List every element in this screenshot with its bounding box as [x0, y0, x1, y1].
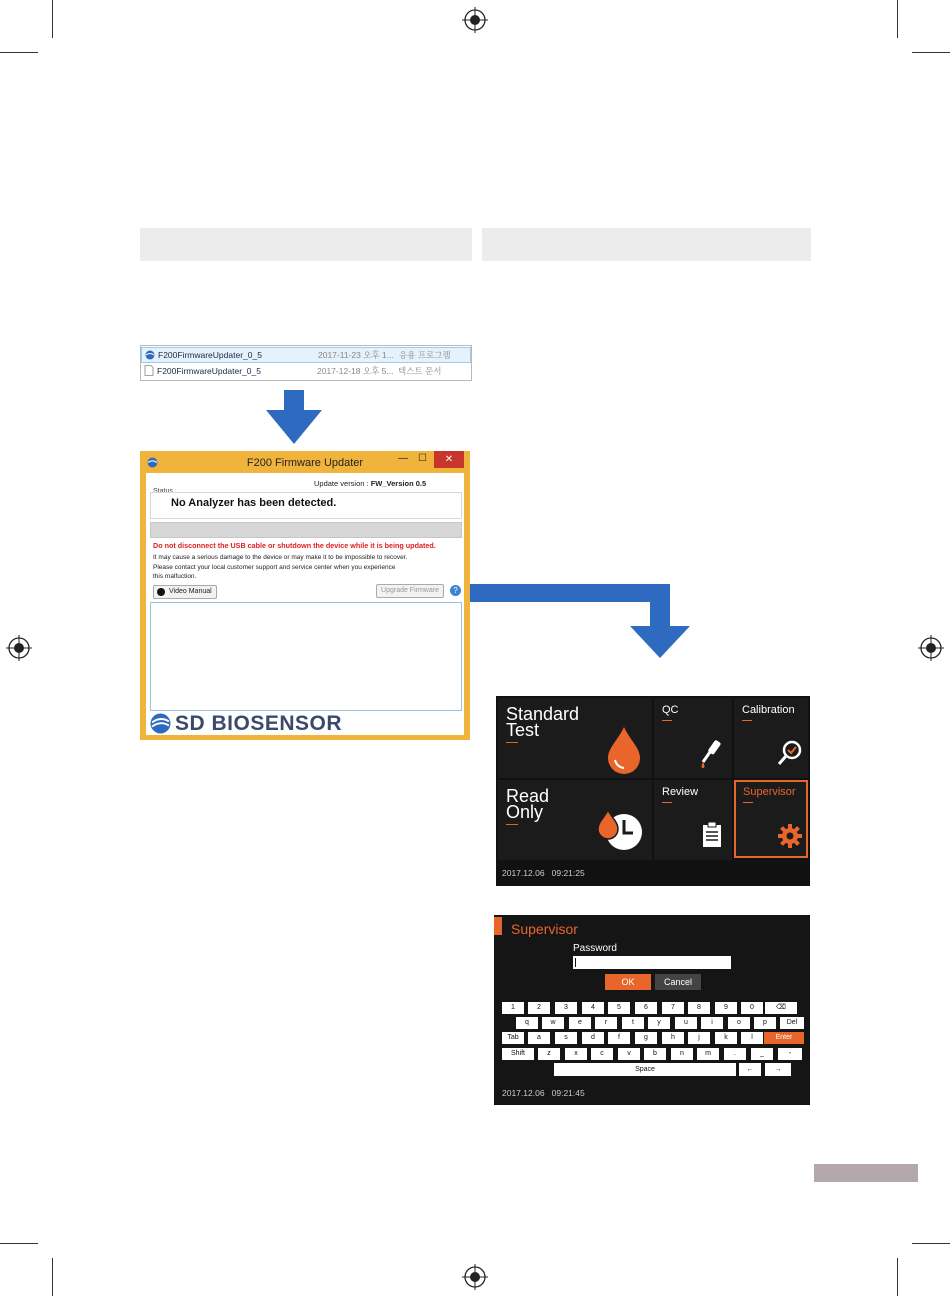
window-body	[146, 473, 464, 735]
key[interactable]: h	[662, 1032, 684, 1044]
password-label: Password	[573, 943, 617, 954]
key[interactable]: c	[591, 1048, 613, 1060]
file-name: F200FirmwareUpdater_0_5	[157, 366, 261, 376]
key[interactable]: w	[542, 1017, 564, 1029]
file-row[interactable]	[141, 363, 471, 379]
key[interactable]: f	[608, 1032, 630, 1044]
key[interactable]: 6	[635, 1002, 657, 1014]
key[interactable]: r	[595, 1017, 617, 1029]
key[interactable]: d	[582, 1032, 604, 1044]
password-input[interactable]	[573, 956, 731, 969]
key[interactable]: 1	[502, 1002, 524, 1014]
upgrade-firmware-button[interactable]: Upgrade Firmware	[376, 584, 444, 598]
crop-mark	[52, 0, 53, 38]
key[interactable]: Tab	[502, 1032, 524, 1044]
app-globe-icon	[145, 350, 155, 360]
registration-mark-icon	[6, 635, 32, 661]
section-header-left	[140, 228, 472, 261]
crop-mark	[0, 1243, 38, 1244]
log-area[interactable]	[150, 602, 462, 711]
key[interactable]: 8	[688, 1002, 710, 1014]
key[interactable]: v	[618, 1048, 640, 1060]
key[interactable]: k	[715, 1032, 737, 1044]
version-label: Update version :	[314, 479, 369, 488]
page-number-bar	[814, 1164, 918, 1182]
tile-title: Supervisor	[743, 786, 796, 798]
progress-bar	[150, 522, 462, 538]
tile-underline	[743, 802, 753, 803]
key[interactable]: o	[728, 1017, 750, 1029]
window-titlebar	[140, 451, 470, 472]
key[interactable]: e	[569, 1017, 591, 1029]
note-line: this malfuction.	[153, 573, 197, 580]
tile-underline	[506, 742, 518, 743]
tile-review[interactable]	[654, 780, 732, 860]
key[interactable]: _	[751, 1048, 773, 1060]
key[interactable]: Del	[780, 1017, 804, 1029]
tile-line: Only	[506, 802, 544, 822]
key[interactable]: 7	[662, 1002, 684, 1014]
key[interactable]: 9	[715, 1002, 737, 1014]
window-title: F200 Firmware Updater	[246, 457, 364, 469]
minimize-button[interactable]: —	[398, 453, 408, 464]
note-line: Please contact your local customer support and service center when you experience	[153, 563, 396, 571]
text-cursor	[575, 958, 576, 967]
close-button[interactable]: ✕	[434, 451, 464, 468]
key[interactable]: j	[688, 1032, 710, 1044]
magnifier-icon	[778, 740, 802, 766]
status-box	[150, 492, 462, 519]
key[interactable]: 5	[608, 1002, 630, 1014]
blood-drop-icon	[606, 726, 642, 774]
key[interactable]: 0	[741, 1002, 763, 1014]
tile-title: Calibration	[742, 704, 795, 716]
tile-line: Read	[506, 786, 550, 806]
clipboard-icon	[702, 822, 722, 848]
tile-supervisor[interactable]	[734, 780, 808, 858]
firmware-updater-window	[140, 451, 470, 740]
tile-title	[506, 706, 579, 738]
tile-standard-test[interactable]	[498, 698, 652, 778]
warning-text: Do not disconnect the USB cable or shutdown the device while it is being updated.	[153, 541, 436, 550]
help-icon[interactable]: ?	[450, 585, 461, 596]
crop-mark	[897, 1258, 898, 1296]
file-list	[140, 345, 472, 381]
registration-mark-icon	[918, 635, 944, 661]
file-date: 2017-12-18 오후 5...	[317, 366, 394, 376]
key[interactable]: p	[754, 1017, 776, 1029]
key-right-arrow[interactable]: →	[765, 1063, 791, 1076]
key[interactable]: Enter	[764, 1032, 804, 1044]
update-version	[314, 479, 426, 488]
title-accent	[494, 917, 502, 935]
brand-name: SD BIOSENSOR	[175, 712, 343, 735]
tile-line: Test	[506, 720, 540, 740]
screen-title: Supervisor	[511, 921, 578, 937]
registration-mark-icon	[462, 7, 488, 33]
key[interactable]: b	[644, 1048, 666, 1060]
key[interactable]: q	[516, 1017, 538, 1029]
down-arrow-icon	[266, 390, 322, 444]
crop-mark	[52, 1258, 53, 1296]
file-name: F200FirmwareUpdater_0_5	[158, 350, 262, 360]
ok-button[interactable]: OK	[605, 974, 651, 990]
dropper-icon	[700, 740, 724, 770]
status-label: Status	[153, 488, 173, 495]
tile-underline	[662, 720, 672, 721]
key[interactable]: n	[671, 1048, 693, 1060]
gear-icon	[778, 824, 802, 848]
file-row[interactable]	[141, 347, 471, 363]
crop-mark	[897, 0, 898, 38]
key-left-arrow[interactable]: ←	[739, 1063, 761, 1076]
key-space[interactable]: Space	[554, 1063, 736, 1076]
crop-mark	[0, 52, 38, 53]
key[interactable]: 3	[555, 1002, 577, 1014]
tile-title: Review	[662, 786, 699, 798]
key[interactable]: .	[724, 1048, 746, 1060]
key[interactable]: Shift	[502, 1048, 534, 1060]
key[interactable]: -	[778, 1048, 802, 1060]
right-down-arrow-icon	[470, 584, 692, 660]
brand-logo	[150, 712, 370, 734]
play-icon	[157, 588, 165, 596]
device-supervisor-screen	[494, 915, 810, 1105]
key[interactable]: s	[555, 1032, 577, 1044]
file-type: 텍스트 문서	[398, 366, 442, 376]
tile-qc[interactable]	[654, 698, 732, 778]
key[interactable]: m	[697, 1048, 719, 1060]
key[interactable]: g	[635, 1032, 657, 1044]
version-value: FW_Version 0.5	[370, 479, 427, 488]
key[interactable]: y	[648, 1017, 670, 1029]
note-line: It may cause a serious damage to the device or may make it to be impossible to recover.	[153, 554, 408, 561]
key[interactable]: 4	[582, 1002, 604, 1014]
note-text	[153, 553, 465, 582]
tile-underline	[662, 802, 672, 803]
text-doc-icon	[144, 365, 154, 376]
crop-mark	[912, 1243, 950, 1244]
key[interactable]: 2	[528, 1002, 550, 1014]
file-type: 응용 프로그램	[399, 350, 451, 360]
crop-mark	[912, 52, 950, 53]
sd-biosensor-logo-icon	[150, 713, 171, 734]
datetime-display: 2017.12.06 09:21:45	[502, 1088, 585, 1098]
file-date: 2017-11-23 오후 1...	[318, 350, 394, 360]
key[interactable]: a	[528, 1032, 550, 1044]
tile-title	[506, 788, 549, 820]
key[interactable]: ⌫	[765, 1002, 797, 1014]
key[interactable]: x	[565, 1048, 587, 1060]
tile-line: Standard	[506, 704, 580, 724]
tile-underline	[742, 720, 752, 721]
tile-underline	[506, 824, 518, 825]
tile-calibration[interactable]	[734, 698, 808, 778]
key[interactable]: l	[741, 1032, 763, 1044]
registration-mark-icon	[462, 1264, 488, 1290]
datetime-display: 2017.12.06 09:21:25	[502, 868, 585, 878]
key[interactable]: u	[675, 1017, 697, 1029]
cancel-button[interactable]: Cancel	[655, 974, 701, 990]
key[interactable]: t	[622, 1017, 644, 1029]
maximize-button[interactable]: ☐	[418, 453, 427, 464]
device-menu-screen	[496, 696, 810, 886]
clock-drop-icon	[596, 804, 644, 852]
video-manual-button[interactable]	[153, 585, 217, 599]
tile-read-only[interactable]	[498, 780, 652, 860]
section-header-right	[482, 228, 811, 261]
key[interactable]: z	[538, 1048, 560, 1060]
key[interactable]: i	[701, 1017, 723, 1029]
status-text: No Analyzer has been detected.	[171, 497, 337, 509]
tile-title: QC	[662, 704, 679, 716]
video-manual-label: Video Manual	[169, 588, 212, 595]
